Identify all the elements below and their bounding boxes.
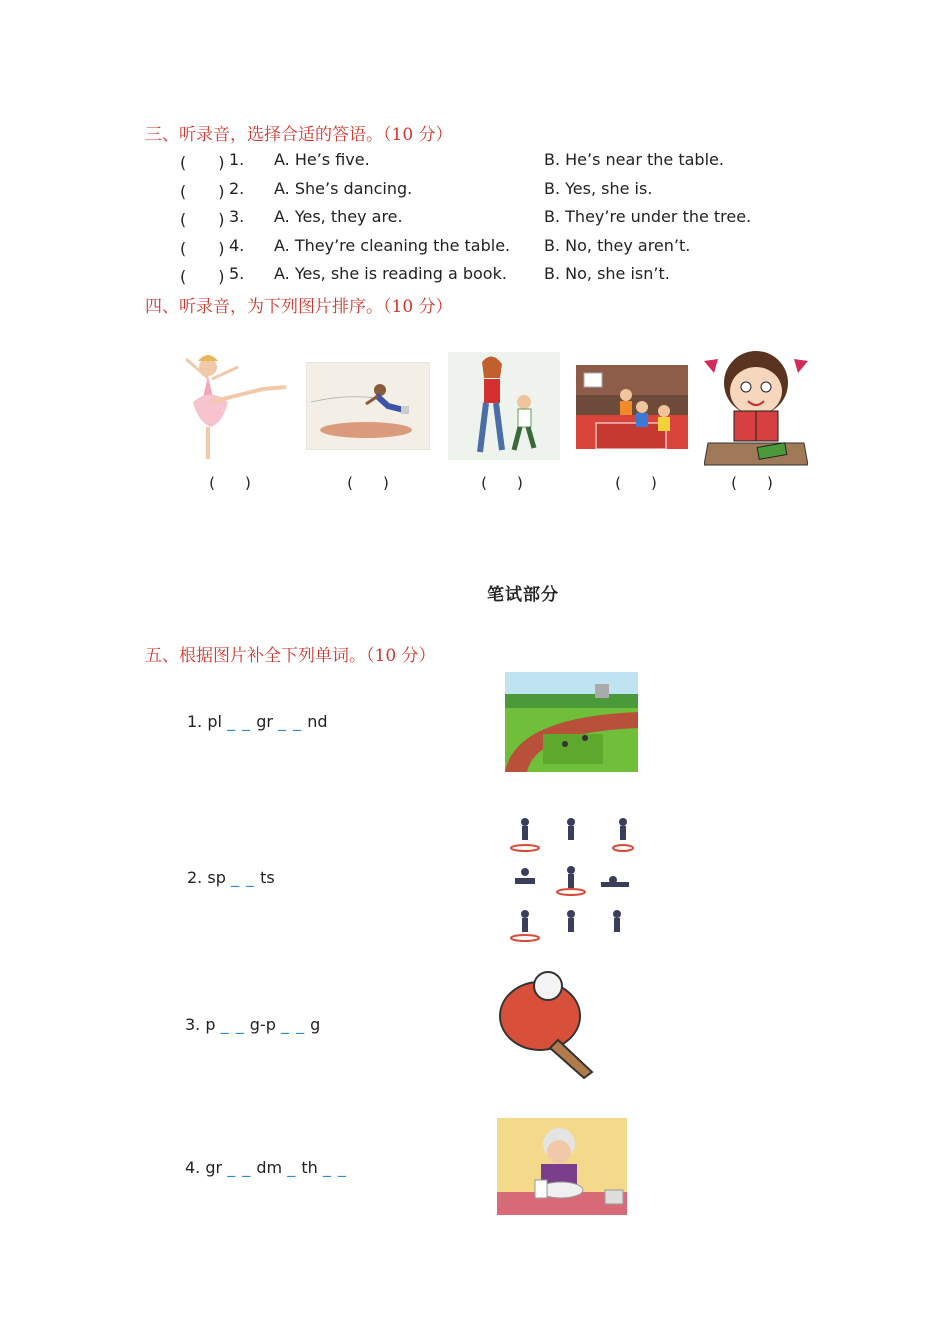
option-b: B. Yes, she is. [544, 179, 653, 198]
item-number: 2. [187, 868, 203, 887]
answer-paren[interactable]: ( ) [180, 210, 225, 229]
section3-title: 三、听录音，选择合适的答语。（10 分） [145, 125, 453, 145]
word-part: th [301, 1158, 318, 1177]
answer-paren[interactable]: ( ) [347, 474, 389, 492]
grandmother-cooking-image [497, 1118, 627, 1215]
option-a: A. Yes, they are. [274, 207, 403, 226]
girl-reading-book-image [704, 347, 808, 467]
item-number: 3. [185, 1015, 201, 1034]
option-b: B. They’re under the tree. [544, 207, 752, 226]
question-number: 2. [229, 179, 245, 198]
option-b: B. He’s near the table. [544, 150, 724, 169]
item-number: 4. [185, 1158, 201, 1177]
word-fill-row [185, 1015, 320, 1034]
question-number: 4. [229, 236, 245, 255]
answer-paren[interactable]: ( ) [209, 474, 251, 492]
word-blank[interactable]: _ _ [278, 712, 303, 731]
section5-title: 五、根据图片补全下列单词。（10 分） [145, 646, 436, 666]
answer-paren[interactable]: ( ) [180, 182, 225, 201]
word-part: ts [260, 868, 275, 887]
kids-playing-basketball-image [576, 365, 688, 449]
word-fill-row [187, 712, 328, 731]
answer-paren[interactable]: ( ) [731, 474, 773, 492]
long-jump-image [306, 362, 430, 450]
option-b: B. No, she isn’t. [544, 264, 670, 283]
question-number: 1. [229, 150, 245, 169]
word-blank[interactable]: _ _ [230, 868, 256, 887]
playground-image [505, 672, 638, 772]
word-part: nd [307, 712, 328, 731]
word-part: dm [256, 1158, 283, 1177]
option-a: A. She’s dancing. [274, 179, 413, 198]
word-blank[interactable]: _ [287, 1158, 297, 1177]
section4-title: 四、听录音，为下列图片排序。（10 分） [145, 297, 453, 317]
option-b: B. No, they aren’t. [544, 236, 691, 255]
answer-paren[interactable]: ( ) [180, 239, 225, 258]
answer-paren[interactable]: ( ) [180, 153, 225, 172]
word-part: sp [207, 868, 226, 887]
word-fill-row [187, 868, 275, 887]
answer-paren[interactable]: ( ) [615, 474, 657, 492]
answer-paren[interactable]: ( ) [481, 474, 523, 492]
word-part: p [205, 1015, 216, 1034]
word-part: g [310, 1015, 321, 1034]
option-a: A. He’s five. [274, 150, 370, 169]
mother-and-boy-running-image [448, 352, 560, 460]
word-part: gr [256, 712, 273, 731]
word-part: g-p [249, 1015, 276, 1034]
word-blank[interactable]: _ _ [227, 712, 252, 731]
ping-pong-paddle-image [496, 968, 600, 1080]
sports-icons-image [505, 810, 638, 945]
word-blank[interactable]: _ _ [322, 1158, 347, 1177]
word-part: gr [205, 1158, 223, 1177]
option-a: A. They’re cleaning the table. [274, 236, 511, 255]
written-part-heading: 笔试部分 [487, 585, 559, 605]
word-fill-row [185, 1158, 347, 1177]
word-part: pl [207, 712, 222, 731]
word-blank[interactable]: _ _ [220, 1015, 245, 1034]
ballerina-image [178, 347, 290, 465]
word-blank[interactable]: _ _ [280, 1015, 306, 1034]
item-number: 1. [187, 712, 203, 731]
question-number: 5. [229, 264, 245, 283]
question-number: 3. [229, 207, 245, 226]
word-blank[interactable]: _ _ [227, 1158, 252, 1177]
option-a: A. Yes, she is reading a book. [274, 264, 507, 283]
answer-paren[interactable]: ( ) [180, 267, 225, 286]
